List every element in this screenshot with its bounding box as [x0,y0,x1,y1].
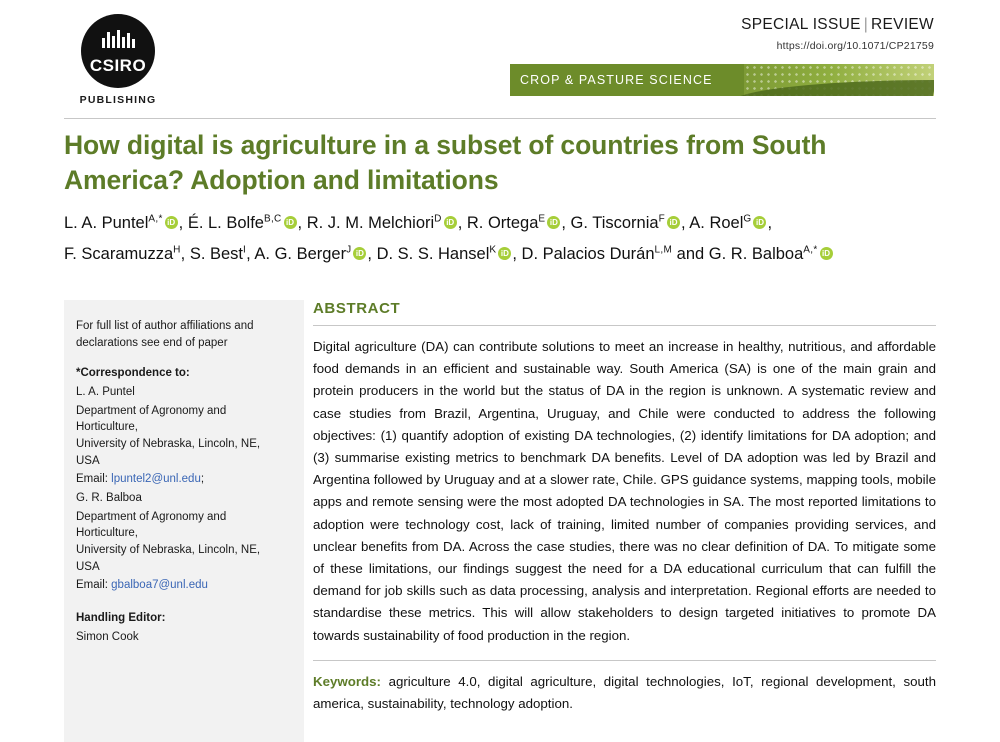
correspondent-1-name: L. A. Puntel [76,386,135,399]
abstract-text: Digital agriculture (DA) can contribute solutions to meet an increase in healthy, nutritious, and affordable food demands in an efficient and sustainable way. South America (SA) is one of the main grain and protein producers in the world but the status of DA in the region is unknown. A systematic review and case studies from Brazil, Argentina, Uruguay, and Chile were conducted to address the following objectives: (1) quantify adoption of existing DA technologies, (2) identify limitations for DA adoption; and (3) summarise existing metrics to benchmark DA benefits. Level of DA adoption was led by Brazil and Argentina followed by Uruguay and at a slower rate, Chile. GPS guidance systems, mapping tools, mobile apps and remote sensing were the most adopted DA technologies in SA. The most reported limitations to adoption were technology cost, lack of training, limited number of companies providing services, and unclear benefits from DA. Across the case studies, there was no clear definition of DA. To mitigate some of these limitations, our findings suggest the need for a DA educational curriculum that can fulfill the demand for job skills such as data processing, analysis and interpretation. Regional efforts are needed to standardise these metrics. This will allow stakeholders to design targeted initiatives to promote DA towards sustainability of food production in the region. [313,339,936,643]
author-affiliation-marker: I [243,244,247,256]
correspondence-heading: *Correspondence to: [76,367,190,380]
page-header [0,0,1000,118]
author-name[interactable]: D. S. S. Hansel [376,244,490,263]
keywords-label: Keywords: [313,673,381,689]
keywords-text: agriculture 4.0, digital agriculture, digital technologies, IoT, regional development, south america, sustainability, technology adoption. [313,673,936,712]
author-separator: , [367,244,377,263]
author-affiliation-marker: D [434,213,442,225]
author-separator: , [178,214,188,232]
author-affiliation-marker: H [173,244,181,256]
orcid-icon[interactable] [820,247,833,260]
abstract-divider [313,325,936,326]
header-separator: | [863,16,869,33]
correspondent-2-email-label: Email: [76,579,108,592]
author-affiliation-marker: J [346,244,352,256]
author-affiliation-marker: F [658,213,665,225]
special-issue-label: SPECIAL ISSUE [741,16,861,33]
author-name[interactable]: F. Scaramuzza [64,244,174,263]
abstract-heading: ABSTRACT [313,300,401,317]
csiro-logo-mark [81,14,155,88]
orcid-icon[interactable] [547,216,560,229]
correspondent-1-email-suffix: ; [200,473,205,486]
orcid-icon[interactable] [165,216,178,229]
correspondent-1-email-label: Email: [76,473,108,486]
orcid-icon[interactable] [667,216,680,229]
affiliation-note: For full list of author affiliations and declarations see end of paper [76,320,254,349]
correspondent-1-email-row [76,471,286,488]
author-name[interactable]: D. Palacios Durán [521,244,655,263]
abstract-section [313,300,936,715]
author-name[interactable]: G. R. Balboa [708,244,804,263]
correspondent-2-email-row [76,577,286,594]
correspondent-1-email-link[interactable]: lpuntel2@unl.edu [111,473,201,486]
author-affiliation-marker: E [538,213,546,225]
correspondent-2-dept: Department of Agronomy and Horticulture, [76,510,227,540]
keywords-row [313,671,936,715]
author-name[interactable]: É. L. Bolfe [187,214,264,232]
author-name[interactable]: A. G. Berger [254,244,347,263]
keywords-divider [313,660,936,661]
author-separator: , [561,214,571,232]
review-label: REVIEW [871,16,934,33]
author-list [64,208,944,269]
author-name[interactable]: R. J. M. Melchiori [306,214,435,232]
journal-title: CROP & PASTURE SCIENCE [520,73,713,87]
correspondent-1-inst: University of Nebraska, Lincoln, NE, USA [76,438,261,467]
author-affiliation-marker: L,M [654,244,673,256]
correspondent-2-inst: University of Nebraska, Lincoln, NE, USA [76,544,261,573]
logo-bars-icon [81,30,155,48]
author-separator: , [457,214,467,232]
author-separator: , [180,244,190,263]
author-affiliation-marker: B,C [263,213,282,225]
author-notes-sidebar [64,300,304,742]
author-name[interactable]: G. Tiscornia [570,214,659,232]
author-name[interactable]: S. Best [189,244,244,263]
journal-banner [510,64,934,96]
doi-link[interactable]: https://doi.org/10.1071/CP21759 [776,40,934,52]
author-affiliation-marker: G [743,213,752,225]
author-separator: , [297,214,307,232]
handling-editor-heading: Handling Editor: [76,612,166,625]
author-affiliation-marker: K [489,244,497,256]
author-separator: , [512,244,522,263]
author-separator: , [767,214,773,232]
csiro-publishing-label: PUBLISHING [79,94,157,106]
handling-editor-name: Simon Cook [76,630,139,643]
correspondent-1-dept: Department of Agronomy and Horticulture, [76,404,227,434]
csiro-logo [64,14,172,106]
csiro-logo-text: CSIRO [89,56,147,75]
author-separator: and [672,244,709,263]
author-name[interactable]: L. A. Puntel [64,214,149,232]
author-name[interactable]: R. Ortega [466,214,539,232]
author-name[interactable]: A. Roel [689,214,744,232]
special-issue-header [741,16,934,34]
header-divider [64,118,936,119]
orcid-icon[interactable] [753,216,766,229]
orcid-icon[interactable] [353,247,366,260]
page-title: How digital is agriculture in a subset of countries from South America? Adoption and limitations [64,130,827,195]
orcid-icon[interactable] [444,216,457,229]
author-separator: , [246,244,255,263]
correspondent-2-name: G. R. Balboa [76,492,142,505]
orcid-icon[interactable] [498,247,511,260]
author-separator: , [681,214,690,232]
orcid-icon[interactable] [284,216,297,229]
author-line-2 [64,239,944,270]
author-affiliation-marker: A,* [803,244,818,256]
author-line-1 [64,208,944,239]
author-affiliation-marker: A,* [148,213,163,225]
correspondent-2-email-link[interactable]: gbalboa7@unl.edu [111,579,208,592]
